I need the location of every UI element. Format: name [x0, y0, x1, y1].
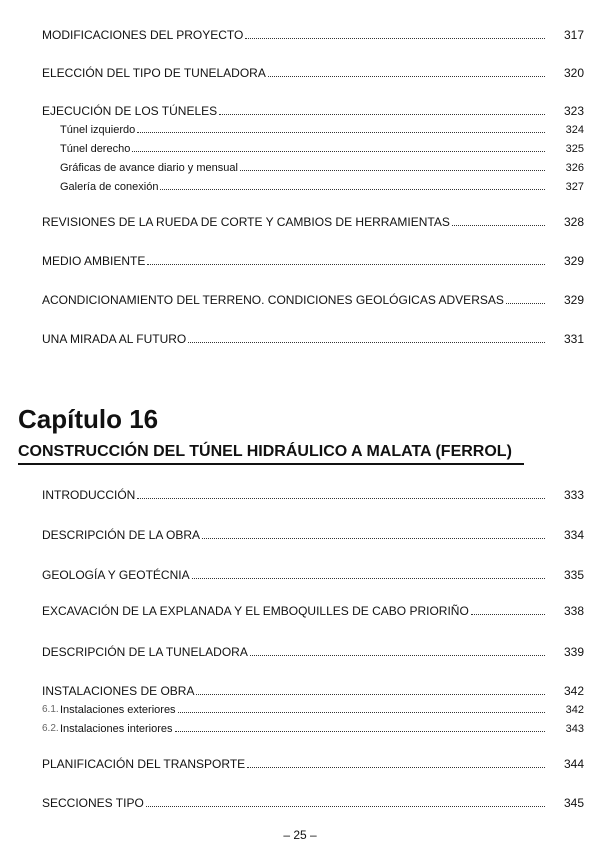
leader-dots: [137, 498, 545, 499]
entry-title: DESCRIPCIÓN DE LA TUNELADORA: [42, 645, 248, 659]
entry-page: 323: [563, 104, 584, 118]
toc-subentry: [18, 160, 584, 176]
entry-page: 331: [563, 332, 584, 346]
entry-page: 324: [565, 124, 584, 136]
entry-title: DESCRIPCIÓN DE LA OBRA: [42, 528, 201, 542]
leader-dots: [219, 114, 545, 115]
entry-title: PLANIFICACIÓN DEL TRANSPORTE: [42, 757, 246, 771]
entry-number: 6.1.: [42, 704, 59, 715]
leader-dots: [192, 578, 545, 579]
leader-dots: [146, 806, 545, 807]
entry-page: 345: [563, 796, 584, 810]
entry-page: 342: [563, 684, 584, 698]
entry-page: 327: [565, 181, 584, 193]
leader-dots: [247, 767, 545, 768]
leader-dots: [175, 731, 545, 732]
entry-title: Túnel izquierdo: [60, 124, 136, 136]
entry-page: 344: [563, 757, 584, 771]
toc-subentry: [18, 122, 584, 138]
leader-dots: [506, 303, 545, 304]
entry-title: Gráficas de avance diario y mensual: [60, 162, 238, 174]
leader-dots: [188, 342, 545, 343]
entry-page: 328: [563, 215, 584, 229]
entry-title: Túnel derecho: [60, 143, 131, 155]
toc-entry: [18, 292, 584, 308]
toc-entry: [18, 527, 584, 543]
entry-number: 6.2.: [42, 723, 59, 734]
entry-title: ELECCIÓN DEL TIPO DE TUNELADORA: [42, 66, 266, 80]
toc-entry: [18, 103, 584, 119]
entry-title: INSTALACIONES DE OBRA: [42, 684, 195, 698]
chapter-subtitle: CONSTRUCCIÓN DEL TÚNEL HIDRÁULICO A MALATA (FERROL): [18, 443, 524, 465]
entry-page: 329: [563, 254, 584, 268]
leader-dots: [452, 225, 545, 226]
entry-title: Galería de conexión: [60, 181, 159, 193]
toc-entry: [18, 567, 584, 583]
toc-subentry: [18, 702, 584, 718]
entry-title: MODIFICACIONES DEL PROYECTO: [42, 28, 244, 42]
entry-title: MEDIO AMBIENTE: [42, 254, 146, 268]
entry-title: UNA MIRADA AL FUTURO: [42, 332, 187, 346]
entry-title: GEOLOGÍA Y GEOTÉCNIA: [42, 568, 190, 582]
entry-page: 339: [563, 645, 584, 659]
toc-subentry: [18, 179, 584, 195]
toc-entry: [18, 331, 584, 347]
toc-entry: [18, 214, 584, 230]
entry-title: REVISIONES DE LA RUEDA DE CORTE Y CAMBIOS DE HERRAMIENTAS: [42, 215, 450, 229]
entry-title: SECCIONES TIPO: [42, 796, 144, 810]
entry-page: 333: [563, 488, 584, 502]
leader-dots: [196, 694, 545, 695]
entry-page: 320: [563, 66, 584, 80]
entry-page: 343: [565, 723, 584, 735]
toc-entry: [18, 756, 584, 772]
toc-subentry: [18, 141, 584, 157]
toc-entry: [18, 27, 584, 43]
toc-entry: [18, 644, 584, 660]
toc-entry: [18, 487, 584, 503]
entry-title: Instalaciones interiores: [60, 723, 173, 735]
entry-title: INTRODUCCIÓN: [42, 488, 136, 502]
entry-title: Instalaciones exteriores: [60, 704, 176, 716]
toc-entry: [18, 253, 584, 269]
entry-title: EJECUCIÓN DE LOS TÚNELES: [42, 104, 218, 118]
toc-subentry: [18, 721, 584, 737]
entry-page: 325: [565, 143, 584, 155]
leader-dots: [160, 189, 545, 190]
leader-dots: [132, 151, 545, 152]
leader-dots: [137, 132, 545, 133]
entry-title: ACONDICIONAMIENTO DEL TERRENO. CONDICIONES GEOLÓGICAS ADVERSAS: [42, 293, 504, 307]
entry-page: 317: [563, 28, 584, 42]
leader-dots: [471, 614, 545, 615]
leader-dots: [250, 655, 545, 656]
entry-page: 338: [563, 604, 584, 618]
leader-dots: [240, 170, 545, 171]
leader-dots: [268, 76, 545, 77]
leader-dots: [202, 538, 545, 539]
entry-page: 326: [565, 162, 584, 174]
toc-entry: [18, 683, 584, 699]
entry-page: 342: [565, 704, 584, 716]
chapter-title: Capítulo 16: [18, 404, 159, 434]
page-number: – 25 –: [283, 828, 317, 842]
entry-page: 335: [563, 568, 584, 582]
leader-dots: [147, 264, 545, 265]
toc-entry: [18, 65, 584, 81]
toc-entry: [18, 603, 584, 619]
leader-dots: [245, 38, 545, 39]
entry-title: EXCAVACIÓN DE LA EXPLANADA Y EL EMBOQUILLES DE CABO PRIORIÑO: [42, 604, 469, 618]
entry-page: 334: [563, 528, 584, 542]
leader-dots: [178, 712, 545, 713]
entry-page: 329: [563, 293, 584, 307]
toc-entry: [18, 795, 584, 811]
